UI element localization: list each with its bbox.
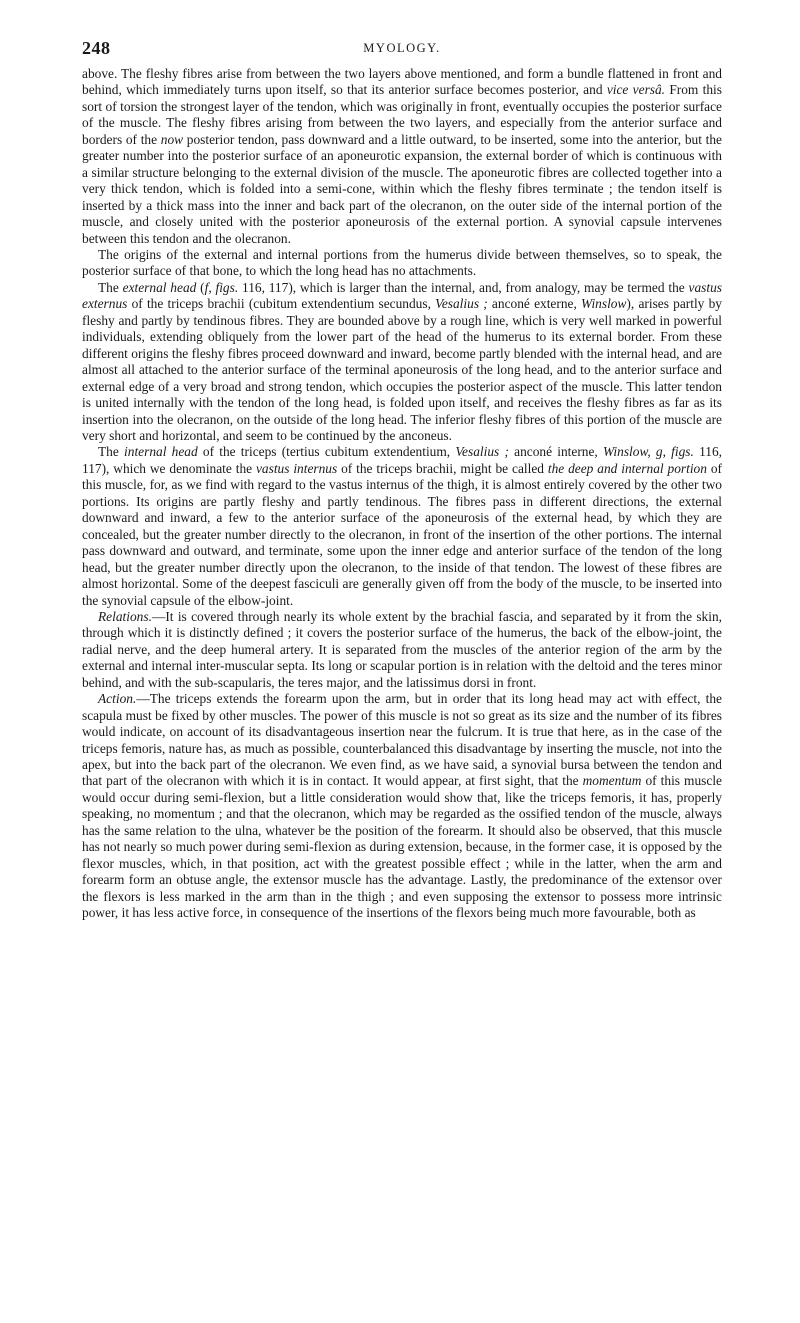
text-run: of this muscle, for, as we find with regard to the vastus internus of the thigh, it is almost entirely covered by the other two portions. Its origins are partly fleshy and partly tendinous. The fibres pass in different directions, the external downward and inward, a few to the anterior surface of the aponeurosis of the external head, by which they are concealed, but the greater number directly to the olecranon, in front of the insertion of the other portions. The internal pass downward and outward, and terminate, some upon the inner edge and anterior surface of the tendon of the long head, but the greater number directly upon the olecranon, to the inside of that tendon. The lowest of these fibres are almost horizontal. Some of the deepest fasciculi are generally given off from the body of the muscle, to be inserted into the synovial capsule of the elbow-joint.	[82, 460, 722, 608]
book-page	[82, 38, 722, 922]
italic-text: momentum	[582, 773, 642, 789]
italic-text: Winslow, g, figs.	[602, 444, 694, 460]
italic-text: f, figs.	[204, 279, 239, 295]
text-run: of the triceps (tertius cubitum extendentium,	[197, 444, 456, 460]
italic-text: vastus externus	[82, 279, 722, 312]
text-run: anconé interne,	[508, 444, 603, 460]
italic-text: now	[160, 131, 184, 147]
paragraph	[82, 691, 722, 921]
italic-text: vice versâ.	[606, 82, 666, 98]
italic-text: Vesalius ;	[435, 296, 488, 312]
italic-text: Vesalius ;	[455, 444, 509, 460]
italic-text: internal head	[124, 444, 198, 460]
running-head	[82, 38, 722, 60]
italic-text: Relations.	[98, 608, 152, 624]
text-run: The	[98, 279, 123, 295]
text-run: (	[196, 279, 205, 295]
text-run: of this muscle would occur during semi-flexion, but a little consideration would show that, like the triceps femoris, it has, properly speaking, no momentum ; and that the olecranon, which may be regarded as the ossified tendon of the muscle, always has the same relation to the ulna, whatever be the position of the forearm. It should also be observed, that this muscle has not nearly so much power during semi-flexion as during extension, because, in the former case, it is opposed by the flexor muscles, which, in that position, act with the greatest possible effect ; while in the latter, when the arm and forearm form an obtuse angle, the extensor muscle has the advantage. Lastly, the predominance of the extensor over the flexors is less marked in the arm than in the thigh ; and even supposing the extensor to possess more intrinsic power, it has less active force, in consequence of the insertions of the flexors being much more favourable, both as	[82, 773, 722, 921]
page-number: 248	[82, 38, 111, 58]
text-run: anconé externe,	[487, 296, 582, 312]
paragraph	[82, 444, 722, 609]
text-run: posterior tendon, pass downward and a little outward, to be inserted, some into the anterior, but the greater number into the posterior surface of an aponeurotic expansion, the external border of which is continuous with a similar structure belonging to the external division of the muscle. The aponeurotic fibres are collected together into a very thick tendon, which is folded into a semi-cone, within which the fleshy fibres terminate ; the tendon itself is inserted by a thick mass into the inner and back part of the olecranon, on the outer side of the internal portion of the muscle, and closely united with the posterior aponeurosis of the external portion. A synovial capsule intervenes between this tendon and the olecranon.	[82, 131, 722, 246]
italic-text: Action.	[98, 691, 137, 707]
body-text	[82, 66, 722, 922]
paragraph	[82, 609, 722, 691]
italic-text: vastus internus	[255, 460, 338, 476]
text-run: From this sort of torsion the strongest layer of the tendon, which was originally in front, eventually occupies the posterior surface of the muscle. The fleshy fibres arising from between the two layers, and especially from the anterior surface and borders of the	[82, 82, 722, 147]
text-run: The	[98, 444, 125, 460]
text-run: of the triceps brachii (cubitum extendentium secundus,	[127, 296, 436, 312]
text-run: 116, 117), which we denominate the	[82, 444, 723, 476]
text-run: ), arises partly by fleshy and partly by tendinous fibres. They are bounded above by a rough line, which is very well marked in powerful individuals, extending obliquely from the lower part of the head of the humerus to its external border. From these different origins the fleshy fibres proceed downward and inward, become partly blended with the internal head, and are almost all attached to the anterior surface of the terminal aponeurosis of the long head, and to the anterior surface and external edge of a very broad and strong tendon, which occupies the posterior aspect of the muscle. This latter tendon is united internally with the tendon of the long head, is folded upon itself, and receives the fleshy fibres as far as its insertion into the olecranon, on the outside of the long head. The inferior fleshy fibres of this portion of the muscle are very short and horizontal, and seem to be continued by the anconeus.	[82, 296, 722, 443]
italic-text: the deep and internal portion	[547, 460, 707, 476]
text-run: above. The fleshy fibres arise from between the two layers above mentioned, and form a bundle flattened in front and behind, which immediately turns upon itself, so that its anterior surface becomes posterior, and	[82, 66, 722, 98]
paragraph	[82, 280, 722, 445]
paragraph	[82, 247, 722, 280]
text-run: 116, 117), which is larger than the internal, and, from analogy, may be termed the	[238, 279, 689, 295]
paragraph	[82, 66, 722, 247]
italic-text: external head	[122, 279, 197, 295]
text-run: —It is covered through nearly its whole extent by the brachial fascia, and separated by it from the skin, through which it is distinctly defined ; it covers the posterior surface of the humerus, the back of the elbow-joint, the radial nerve, and the deep humeral artery. It is separated from the muscles of the anterior region of the arm by the external and internal inter-muscular septa. Its long or scapular portion is in relation with the deltoid and the teres minor behind, and with the sub-scapularis, the teres major, and the latissimus dorsi in front.	[82, 608, 722, 690]
text-run: of the triceps brachii, might be called	[337, 460, 548, 476]
text-run: The origins of the external and internal portions from the humerus divide between themselves, so to speak, the posterior surface of that bone, to which the long head has no attachments.	[82, 246, 722, 279]
text-run: —The triceps extends the forearm upon the arm, but in order that its long head may act with effect, the scapula must be fixed by other muscles. The power of this muscle is not so great as its size and the number of its fibres would indicate, on account of its disadvantageous insertion near the fulcrum. It is true that here, as in the case of the triceps femoris, nature has, as much as possible, counterbalanced this disadvantage by inserting the muscle, not into the apex, but into the back part of the olecranon. We even find, as we have said, a synovial bursa between the tendon and that part of the olecranon with which it is in contact. It would appear, at first sight, that the	[82, 691, 722, 789]
italic-text: Winslow	[581, 296, 627, 312]
running-title: MYOLOGY.	[363, 41, 441, 55]
